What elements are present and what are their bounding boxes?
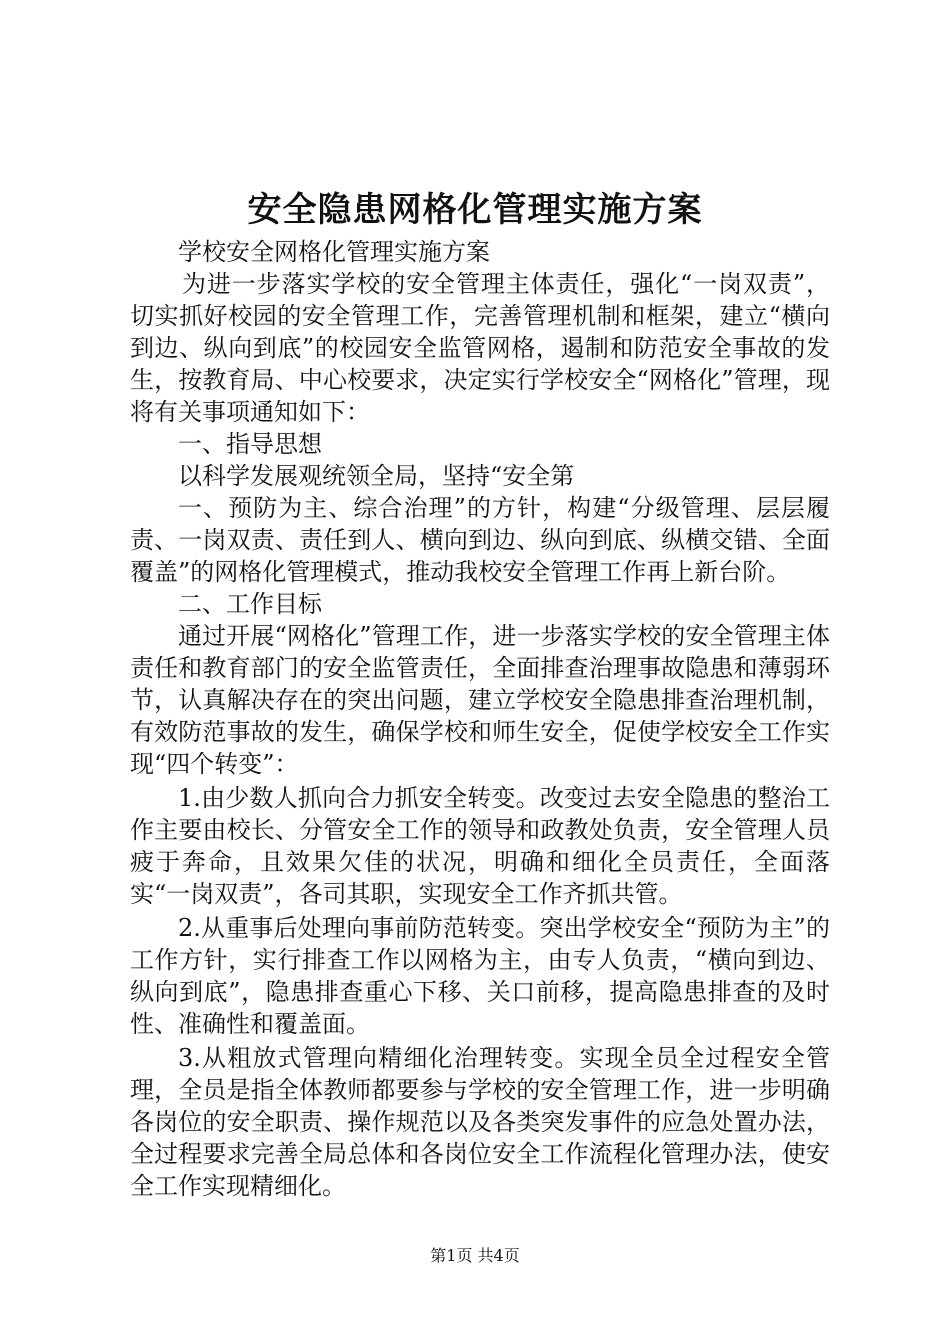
document-body: [130, 236, 830, 1202]
paragraph-subtitle: 学校安全网格化管理实施方案: [178, 238, 490, 266]
paragraph-item-2: 2.从重事后处理向事前防范转变。突出学校安全“预防为主”的工作方针，实行排查工作以网格为主，由专人负责，“横向到边、纵向到底”，隐患排查重心下移、关口前移，提高隐患排查的及时性、准确性和覆盖面。: [130, 914, 830, 1038]
paragraph-item-1: 1.由少数人抓向合力抓安全转变。改变过去安全隐患的整治工作主要由校长、分管安全工作的领导和政教处负责，安全管理人员疲于奔命，且效果欠佳的状况，明确和细化全员责任，全面落实“一岗双责”，各司其职，实现安全工作齐抓共管。: [130, 784, 830, 908]
paragraph-work-goals: 通过开展“网格化”管理工作，进一步落实学校的安全管理主体责任和教育部门的安全监管责任，全面排查治理事故隐患和薄弱环节，认真解决存在的突出问题，建立学校安全隐患排查治理机制，有效防范事故的发生，确保学校和师生安全，促使学校安全工作实现“四个转变”：: [130, 622, 830, 778]
paragraph-item-3: 3.从粗放式管理向精细化治理转变。实现全员全过程安全管理，全员是指全体教师都要参与学校的安全管理工作，进一步明确各岗位的安全职责、操作规范以及各类突发事件的应急处置办法，全过程要求完善全局总体和各岗位安全工作流程化管理办法，使安全工作实现精细化。: [130, 1044, 830, 1200]
section-heading-work-goals: 二、工作目标: [178, 590, 322, 618]
paragraph-guiding-ideology-2: 一、预防为主、综合治理”的方针，构建“分级管理、层层履责、一岗双责、责任到人、横向到边、纵向到底、纵横交错、全面覆盖”的网格化管理模式，推动我校安全管理工作再上新台阶。: [130, 494, 830, 586]
paragraph-intro: 为进一步落实学校的安全管理主体责任，强化“一岗双责”，切实抓好校园的安全管理工作，完善管理机制和框架，建立“横向到边、纵向到底”的校园安全监管网格，遏制和防范安全事故的发生，按教育局、中心校要求，决定实行学校安全“网格化”管理，现将有关事项通知如下：: [130, 270, 830, 426]
section-heading-guiding-ideology: 一、指导思想: [178, 430, 322, 458]
page-number-footer: 第1页 共4页: [430, 1246, 520, 1265]
document-title: 安全隐患网格化管理实施方案: [247, 190, 703, 230]
paragraph-guiding-ideology-1: 以科学发展观统领全局，坚持“安全第: [178, 462, 575, 490]
